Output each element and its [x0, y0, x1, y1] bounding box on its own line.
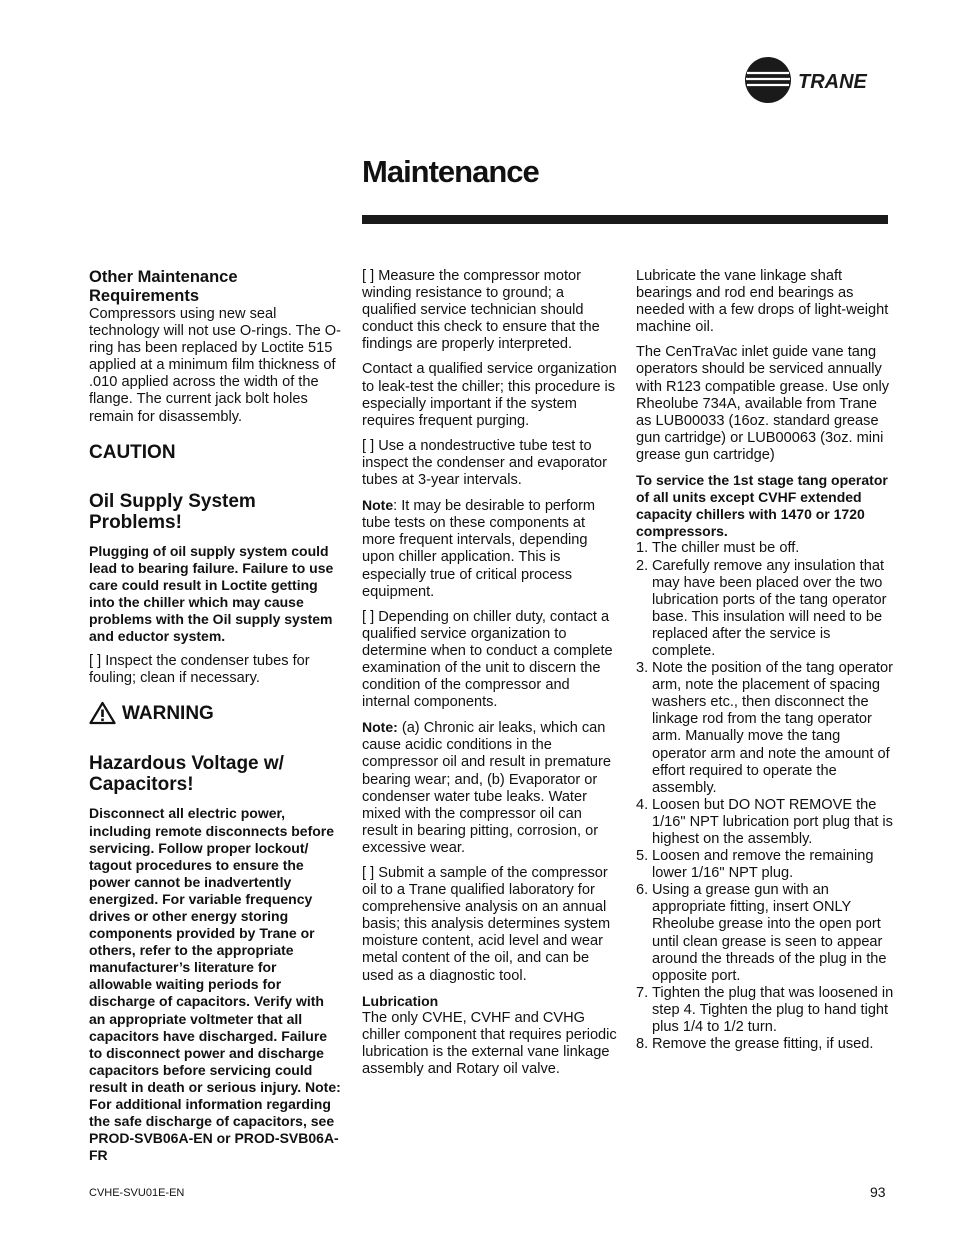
logo-wordmark: TRANE: [798, 71, 867, 93]
paragraph: Compressors using new seal technology will not use O-rings. The O-ring has been replaced by Loctite 515 applied at a minimum film thickness of .010 applied across the width of the flange. The current jack bolt holes remain for disassembly.: [89, 306, 341, 425]
paragraph: [ ] Submit a sample of the compressor oil to a Trane qualified laboratory for comprehensive analysis on an annual basis; this analysis determines system moisture content, acid level and wear metal content of the oil, and can be used as a diagnostic tool.: [362, 865, 611, 984]
column-1: [89, 268, 341, 1172]
paragraph: [ ] Depending on chiller duty, contact a qualified service organization to determine when to conduct a complete examination of the unit to discern the condition of the compressor and internal components.: [362, 608, 613, 711]
note-text: (a) Chronic air leaks, which can cause acidic conditions in the compressor oil and result in premature bearing wear; and, (b) Evaporator or condenser water tube leaks. Water mixed with the compressor oil can result in bearing pitting, corrosion, or excessive wear.: [362, 720, 612, 856]
section-heading-other-maintenance: Other Maintenance Requirements: [89, 268, 238, 305]
list-item: 8. Remove the grease fitting, if used.: [636, 1036, 874, 1053]
list-item: 3. Note the position of the tang operator arm, note the placement of spacing washers etc., then disconnect the linkage rod from the tang operator arm. Manually move the tang operator arm and note the amount of effort required to operate the assembly.: [636, 660, 893, 796]
paragraph: The only CVHE, CVHF and CVHG chiller component that requires periodic lubrication is the external vane linkage assembly and Rotary oil valve.: [362, 1009, 617, 1078]
caution-title: Oil Supply System Problems!: [89, 490, 256, 533]
column-2: [362, 268, 617, 1086]
warning-header: [89, 701, 341, 725]
warning-label: WARNING: [122, 702, 214, 724]
caution-label: CAUTION: [89, 441, 176, 463]
paragraph: [ ] Use a nondestructive tube test to inspect the condenser and evaporator tubes at 3-year intervals.: [362, 437, 608, 489]
footer-doc-code: CVHE-SVU01E-EN: [89, 1187, 185, 1199]
page-number: 93: [870, 1184, 886, 1200]
page-title: Maintenance: [362, 154, 539, 189]
paragraph: Contact a qualified service organization to leak-test the chiller; this procedure is especially important if the system requires frequent purging.: [362, 361, 617, 429]
caution-text: Plugging of oil supply system could lead to bearing failure. Failure to use care could result in Loctite getting into the chiller which may cause problems with the Oil supply system and eductor system.: [89, 542, 334, 645]
warning-title: Hazardous Voltage w/ Capacitors!: [89, 753, 284, 796]
paragraph: [ ] Measure the compressor motor winding resistance to ground; a qualified service technician should conduct this check to ensure that the findings are properly interpreted.: [362, 268, 600, 353]
note-paragraph: [362, 719, 617, 857]
note-label: Note:: [362, 719, 398, 736]
paragraph: Lubricate the vane linkage shaft bearings and rod end bearings as needed with a few drops of light-weight machine oil.: [636, 268, 889, 336]
service-heading: To service the 1st stage tang operator of all units except CVHF extended capacity chillers with 1470 or 1720 compressors.: [636, 472, 888, 540]
trane-logo: [744, 56, 894, 104]
list-item: 7. Tighten the plug that was loosened in step 4. Tighten the plug to hand tight plus 1/4 to 1/2 turn.: [636, 984, 894, 1036]
title-rule: [362, 215, 888, 224]
warning-triangle-icon: [89, 701, 116, 725]
note-label: Note: [362, 497, 394, 514]
service-steps-list: [636, 540, 894, 1053]
paragraph: [ ] Inspect the condenser tubes for fouling; clean if necessary.: [89, 653, 310, 687]
list-item: 4. Loosen but DO NOT REMOVE the 1/16" NPT lubrication port plug that is highest on the assembly.: [636, 796, 893, 847]
note-text: : It may be desirable to perform tube tests on these components at more frequent intervals, depending upon chiller application. This is especially true of critical process equipment.: [362, 498, 596, 600]
paragraph: The CenTraVac inlet guide vane tang operators should be serviced annually with R123 compatible grease. Use only Rheolube 734A, available from Trane as LUB00033 (16oz. standard grease gun cartridge) or LUB00063 (3oz. mini grease gun cartridge): [636, 344, 890, 463]
warning-text: Disconnect all electric power, including remote disconnects before servicing. Follow proper lockout/ tagout procedures to ensure the power cannot be inadvertently energized. For variable frequency drives or other energy storing components provided by Trane or others, refer to the appropriate manufacturer’s literature for allowable waiting periods for discharge of capacitors. Verify with an appropriate voltmeter that all capacitors have discharged. Failure to disconnect power and discharge capacitors before servicing could result in death or serious injury. Note: For additional information regarding the safe discharge of capacitors, see PROD-SVB06A-EN or PROD-SVB06A-FR: [89, 805, 341, 1164]
column-3: [636, 268, 894, 1053]
lubrication-heading: Lubrication: [362, 992, 439, 1009]
note-paragraph: [362, 497, 617, 601]
list-item: 5. Loosen and remove the remaining lower 1/16" NPT plug.: [636, 848, 874, 882]
list-item: 2. Carefully remove any insulation that may have been placed over the two lubrication ports of the tang operator base. This insulation will need to be replaced after the service is complete.: [636, 557, 887, 659]
list-item: 6. Using a grease gun with an appropriate fitting, insert ONLY Rheolube grease into the open port until clean grease is seen to appear around the threads of the plug in the opposite port.: [636, 882, 887, 984]
list-item: 1. The chiller must be off.: [636, 540, 800, 557]
